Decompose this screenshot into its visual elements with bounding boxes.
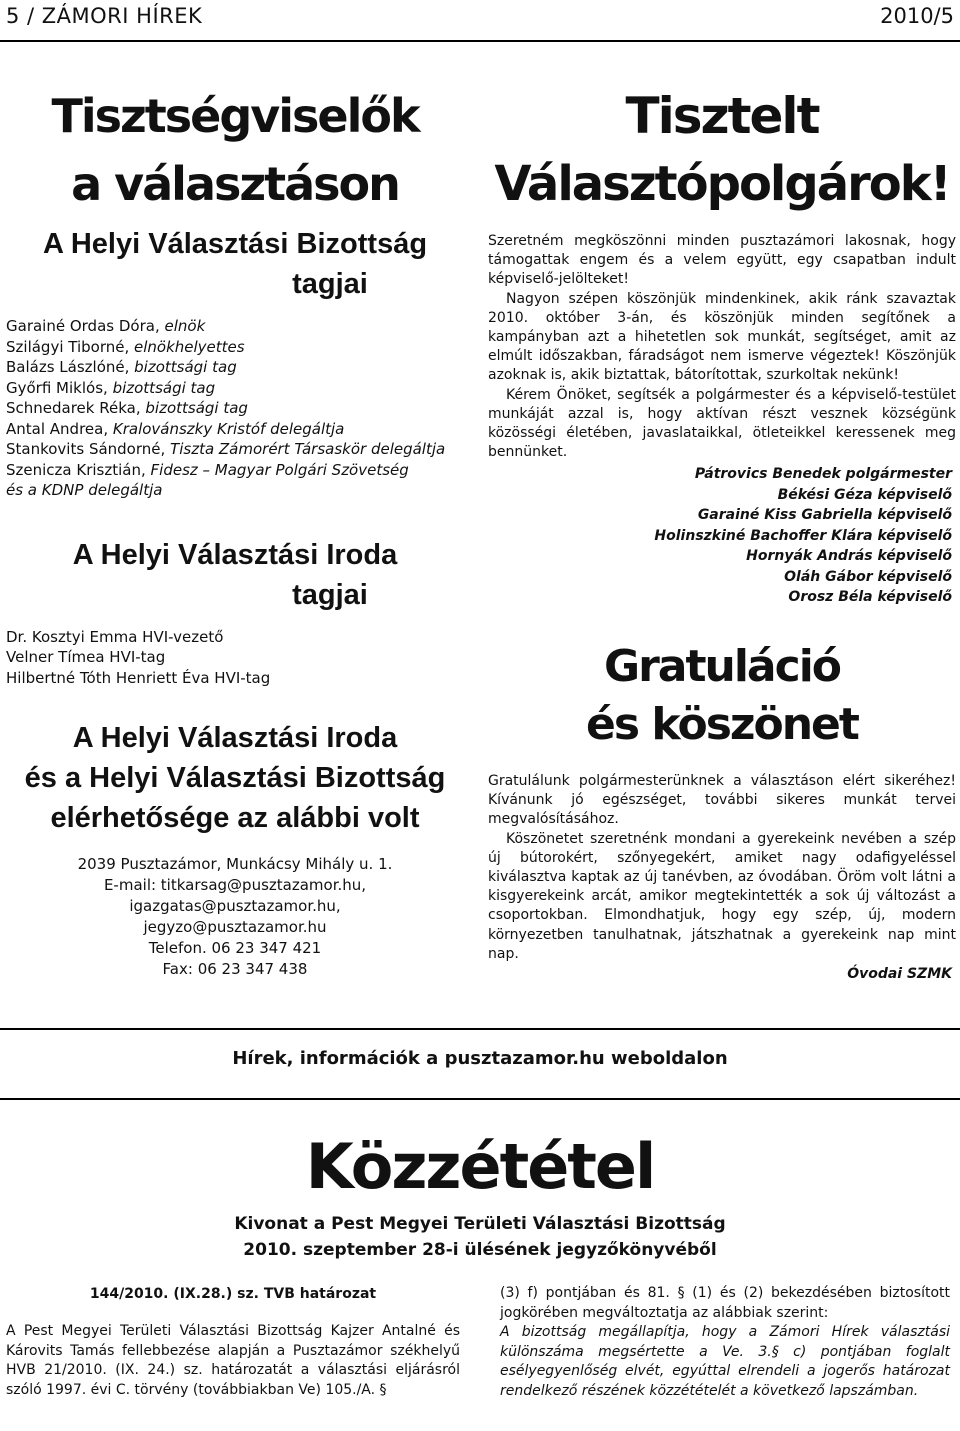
iroda-item: Dr. Kosztyi Emma HVI-vezető <box>6 627 224 646</box>
resolution-decision: A bizottság megállapítja, hogy a Zámori Hírek választási különszáma megsértette a Ve. 3.§ c) pontjában foglalt esélyegyenlőség elvét, egyúttal elrendeli a jogerős határozat rendelkező részének közzétételét a következő lapszámban. <box>500 1324 950 1399</box>
title-line-1: Tisztségviselők <box>51 89 419 143</box>
member-item: Szenicza Krisztián, Fidesz – Magyar Polgári Szövetség <box>6 460 409 479</box>
kozzetetel-sub-1: Kivonat a Pest Megyei Területi Választási Bizottság <box>234 1214 726 1234</box>
grat-body <box>488 772 956 985</box>
kozzetetel-left <box>6 1284 460 1400</box>
kozzetetel-sub-2: 2010. szeptember 28-i ülésének jegyzőkönyvéből <box>243 1240 717 1260</box>
web-banner: Hírek, információk a pusztazamor.hu weboldalon <box>232 1048 728 1069</box>
edition: 2010/5 <box>880 4 954 28</box>
member-item: Schnedarek Réka, bizottsági tag <box>6 399 248 417</box>
left-column <box>0 82 470 980</box>
member-item: Antal Andrea, Kralovánszky Kristóf delegáltja <box>6 419 345 438</box>
member-item: Szilágyi Tiborné, elnökhelyettes <box>6 337 245 356</box>
signer: Békési Géza képviselő <box>777 486 952 503</box>
resolution-heading: 144/2010. (IX.28.) sz. TVB határozat <box>89 1286 377 1302</box>
letter-p1: Szeretném megköszönni minden pusztazámori lakosnak, hogy támogattak engem és a velem együtt, egy csapatban indult képviselő-jelölteket! <box>488 233 956 288</box>
letter-p2: Nagyon szépen köszönjük mindenkinek, akik ránk szavaztak 2010. október 3-án, és köszönjük minden segítőnek a kampányban azt a hihetetlen sok munkát, segítséget, amit az elmúlt időszakban, fáradságot nem ismerve végeztek! Köszönjük azoknak is, akik biztattak, bátorítottak, szurkoltak nekünk! <box>488 290 956 384</box>
resolution-text: A Pest Megyei Területi Választási Bizottság Kajzer Antalné és Károvits Tamás fellebbezése alapján a Pusztazámor székhelyű HVB 21/2010. (IX. 24.) sz. határozatát a választási eljárásról szóló 1997. évi C. törvény (továbbiakban Ve) 105./A. § <box>6 1323 460 1398</box>
member-item: és a KDNP delegáltja <box>6 481 163 499</box>
page-header <box>0 0 960 42</box>
resolution-continued: (3) f) pontjában és 81. § (1) és (2) bekezdésében biztosított jogkörében megváltoztatja az alábbiak szerint: <box>500 1285 950 1321</box>
contact-heading-2: és a Helyi Választási Bizottság <box>24 762 446 794</box>
grat-title-2: és köszönet <box>586 698 858 750</box>
bizottsag-list <box>0 316 470 501</box>
member-item: Garainé Ordas Dóra, elnök <box>6 317 206 335</box>
grat-p1: Gratulálunk polgármesterünknek a választáson elért sikeréhez! Kívánunk jó egészséget, további sikeres munkát tervei megvalósításához. <box>488 772 956 828</box>
iroda-item: Hilbertné Tóth Henriett Éva HVI-tag <box>6 668 271 687</box>
signer: Orosz Béla képviselő <box>788 589 952 606</box>
contact-email: E-mail: titkarsag@pusztazamor.hu, igazgatas@pusztazamor.hu, <box>103 876 367 915</box>
member-item: Balázs Lászlóné, bizottsági tag <box>6 358 237 376</box>
separator-top <box>0 1028 960 1030</box>
grat-signature: Óvodai SZMK <box>847 965 952 982</box>
page-number: 5 / ZÁMORI HÍREK <box>6 4 203 28</box>
member-item: Győrfi Miklós, bizottsági tag <box>6 378 216 397</box>
bizottsag-heading-2: tagjai <box>292 268 368 300</box>
contact-address: 2039 Pusztazámor, Munkácsy Mihály u. 1. <box>77 855 393 873</box>
contact-heading-3: elérhetősége az alábbi volt <box>50 802 420 834</box>
title-line-2: a választáson <box>71 157 399 211</box>
bizottsag-heading-1: A Helyi Választási Bizottság <box>42 228 428 260</box>
separator-bottom <box>0 1098 960 1100</box>
signer: Hornyák András képviselő <box>746 548 952 565</box>
contact-phone: Telefon. 06 23 347 421 <box>148 939 322 957</box>
right-title-2: Választópolgárok! <box>494 156 950 212</box>
iroda-list <box>0 627 470 689</box>
signer: Pátrovics Benedek polgármester <box>694 466 952 483</box>
signer: Holinszkiné Bachoffer Klára képviselő <box>654 527 952 544</box>
contact-heading-1: A Helyi Választási Iroda <box>72 722 398 754</box>
grat-title-1: Gratuláció <box>603 640 841 692</box>
member-item: Stankovits Sándorné, Tiszta Zámorért Társaskör delegáltja <box>6 440 446 458</box>
letter-p3: Kérem Önöket, segítsék a polgármester és a képviselő-testület munkáját azzal is, hogy aktívan részt vesznek községünk közösségi életében, javaslataikkal, ötleteikkel keressenek meg bennünket. <box>488 386 956 461</box>
contact-block <box>0 854 470 980</box>
kozzetetel-right <box>500 1284 950 1401</box>
right-column <box>488 82 956 984</box>
contact-fax: Fax: 06 23 347 438 <box>162 960 308 978</box>
signers <box>488 464 956 608</box>
signer: Oláh Gábor képviselő <box>784 568 952 585</box>
grat-p2: Köszönetet szeretnénk mondani a gyerekeink nevében a szép új bútorokért, szőnyegekért, amiket nagy odafigyeléssel kiválasztva kaptak az új tanévben, az óvodában. Öröm volt látni a kisgyerekeink arcát, amikor megtekintették a sok új változást a csoportokban. Elmondhatjuk, hogy egy szép, új, modern környezetben tanulhatnak, játszhatnak a gyerekeink nap mint nap. <box>488 830 956 962</box>
kozzetetel-title: Közzététel <box>305 1130 655 1203</box>
signer: Garainé Kiss Gabriella képviselő <box>697 507 952 524</box>
iroda-heading-1: A Helyi Választási Iroda <box>72 538 398 571</box>
letter-body <box>488 232 956 462</box>
iroda-heading-2: tagjai <box>292 578 368 611</box>
iroda-item: Velner Tímea HVI-tag <box>6 648 166 666</box>
contact-email-2: jegyzo@pusztazamor.hu <box>143 918 327 936</box>
right-title-1: Tisztelt <box>625 87 819 145</box>
